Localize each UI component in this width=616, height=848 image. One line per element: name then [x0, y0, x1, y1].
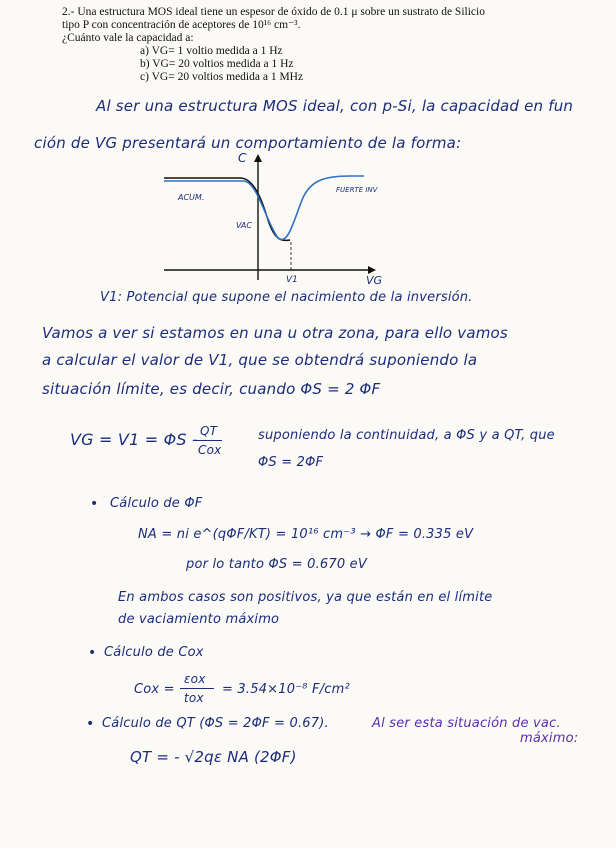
y-axis-label: C	[238, 151, 247, 165]
bullet-2: •	[88, 645, 97, 661]
bullet-2-lhs: Cox =	[134, 682, 175, 697]
bullet-1-eq: NA = ni e^(qΦF/KT) = 10¹⁶ cm⁻³ → ΦF = 0.335 eV	[138, 527, 474, 542]
label-acum: ACUM.	[178, 193, 205, 202]
bullet-1-result: por lo tanto ΦS = 0.670 eV	[186, 557, 367, 572]
label-v1: V1	[286, 275, 298, 285]
problem-question: ¿Cuánto vale la capacidad a:	[62, 32, 194, 44]
para-line-3: situación límite, es decir, cuando ΦS = 2 ΦF	[42, 380, 381, 398]
v1-definition: V1: Potencial que supone el nacimiento de la inversión.	[100, 290, 473, 305]
option-c: c) VG= 20 voltios medida a 1 MHz	[140, 71, 304, 83]
option-a: a) VG= 1 voltio medida a 1 Hz	[140, 45, 283, 57]
label-vac: VAC	[236, 221, 252, 230]
eq-note-1: suponiendo la continuidad, a ΦS y a QT, que	[258, 428, 555, 443]
eq-qt: QT	[200, 424, 218, 438]
para-line-1: Vamos a ver si estamos en una u otra zona, para ello vamos	[42, 324, 508, 342]
bullet-3: •	[86, 716, 95, 732]
bullet-1-note-2: de vaciamiento máximo	[118, 612, 280, 627]
bullet-1-title: Cálculo de ΦF	[110, 496, 203, 511]
eq-note-2: ΦS = 2ΦF	[258, 455, 324, 470]
bullet-3-note-1: Al ser esta situación de vac.	[372, 716, 561, 731]
bullet-2-num: εox	[184, 672, 206, 686]
problem-line-2: tipo P con concentración de aceptores de 10¹⁶ cm⁻³.	[62, 19, 301, 31]
fraction-bar	[196, 440, 222, 441]
problem-statement	[62, 6, 602, 84]
bullet-1-note-1: En ambos casos son positivos, ya que están en el límite	[118, 590, 493, 605]
eq-cox: Cox	[198, 443, 222, 457]
bullet-1: •	[90, 496, 99, 512]
lf-curve	[164, 176, 364, 239]
eq-vg: VG = V1 = ΦS -	[70, 430, 199, 449]
cv-graph	[150, 150, 390, 290]
label-fuerte-inv: FUERTE INV	[336, 186, 378, 194]
bullet-3-note-2: máximo:	[520, 731, 579, 746]
bullet-2-rhs: = 3.54×10⁻⁸ F/cm²	[222, 682, 350, 697]
bullet-3-title: Cálculo de QT (ΦS = 2ΦF = 0.67).	[102, 716, 329, 731]
x-axis-label: VG	[366, 274, 383, 287]
intro-line-2: ción de VG presentará un comportamiento de la forma:	[34, 134, 462, 152]
bullet-2-den: tox	[184, 691, 204, 705]
intro-line-1: Al ser una estructura MOS ideal, con p-Si, la capacidad en fun	[96, 97, 574, 115]
bullet-2-title: Cálculo de Cox	[104, 645, 204, 660]
problem-line-1: 2.- Una estructura MOS ideal tiene un espesor de óxido de 0.1 μ sobre un sustrato de Silicio	[62, 6, 485, 18]
option-b: b) VG= 20 voltios medida a 1 Hz	[140, 58, 294, 70]
hf-curve	[164, 178, 290, 240]
fraction-bar-cox	[180, 688, 214, 689]
bullet-3-eq: QT = - √2qε NA (2ΦF)	[130, 748, 297, 766]
para-line-2: a calcular el valor de V1, que se obtendrá suponiendo la	[42, 351, 478, 369]
